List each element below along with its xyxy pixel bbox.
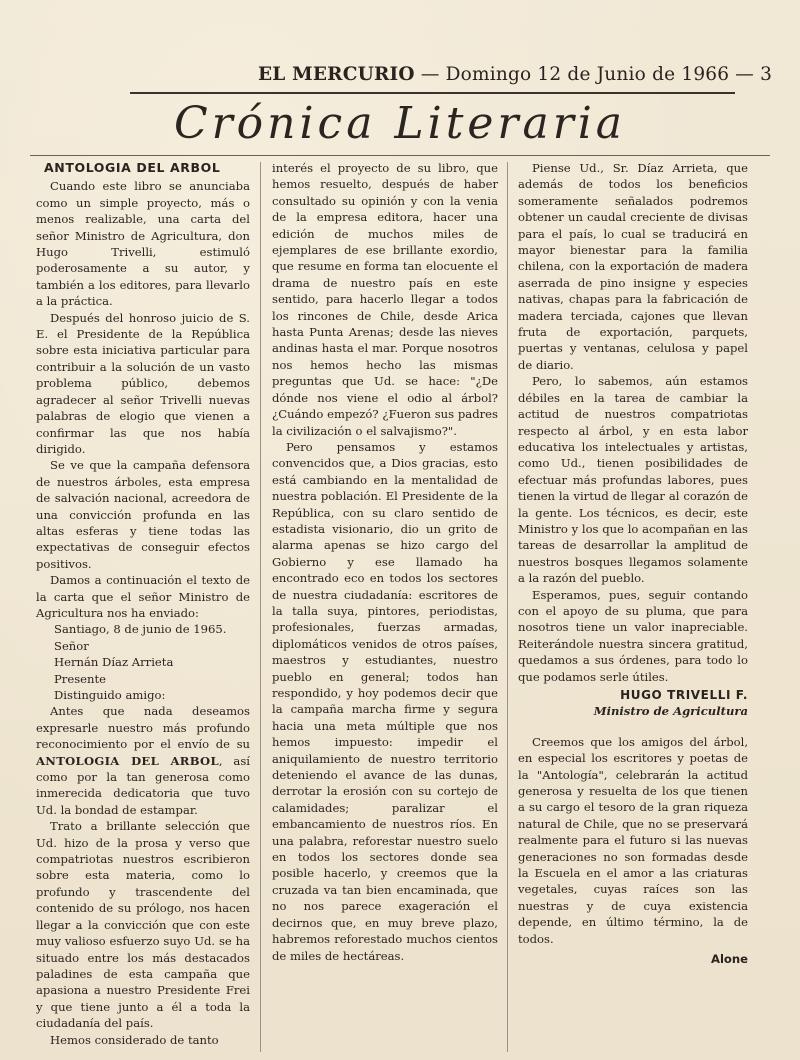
text-run: , así como por la tan generosa como inmerecida dedicatoria que tuvo Ud. la bondad de estampar. [36,753,250,817]
dateline: — Domingo 12 de Junio de 1966 — 3 [420,64,773,85]
newspaper-name: EL MERCURIO [258,64,415,85]
article-heading: ANTOLOGIA DEL ARBOL [44,160,221,175]
book-title: ANTOLOGIA DEL ARBOL [36,753,219,768]
letter-address: Hernán Díaz Arrieta [54,655,174,670]
paragraph: Piense Ud., Sr. Díaz Arrieta, que además de todos los beneficios someramente señalados podremos obtener un caudal creciente de divisas para el país, lo cual se traducirá en mayor bienestar para la familia chilena, con la exportación de madera aserrada de pino insigne y especies nativas, chapas para la fabricación de madera terciada, cajones que llevan fruta de exportación, parquets, puertas y ventanas, celulosa y papel de diario. [518,161,748,372]
text-run: Antes que nada deseamos expresarle nuestro más profundo reconocimiento por el envío de su [36,704,250,752]
paragraph: interés el proyecto de su libro, que hemos resuelto, después de haber consultado su opinión y con la venia de la empresa editora, hacer una edición de muchos miles de ejemplares de ese brillante exordio, que resume en forma tan elocuente el drama de nuestro país en este sentido, para hacerlo llegar a todos los rincones de Chile, desde Arica hasta Punta Arenas; desde las nieves andinas hasta el mar. Porque nosotros nos hemos hecho las mismas preguntas que Ud. se hace: "¿De dónde nos viene el odio al árbol? ¿Cuándo empezó? ¿Fueron sus padres la civilización o el salvajismo?". [272,161,498,438]
title-rule [30,155,770,156]
signature-role: Ministro de Agricultura [593,704,748,719]
column-divider [260,162,261,1052]
article-column-3 [518,160,748,968]
letter-date: Santiago, 8 de junio de 1965. [54,622,227,637]
column-divider [507,162,508,1052]
author-signature: Alone [710,952,748,967]
letter-address: Presente [54,671,107,686]
paragraph: Después del honroso juicio de S. E. el Presidente de la República sobre esta iniciativa particular para contribuir a la solución de un vasto problema público, debemos agradecer al señor Trivelli nuevas palabras de elogio que vienen a confirmar las que nos había dirigido. [36,310,250,456]
paragraph: Pero pensamos y estamos convencidos que, a Dios gracias, esto está cambiando en la mentalidad de nuestra población. El Presidente de la República, con su claro sentido de estadista visionario, dio un grito de alarma apenas se hizo cargo del Gobierno y ese llamado ha encontrado eco en todos los sectores de nuestra ciudadanía: escritores de la talla suya, pintores, periodistas, profesionales, fuerzas armadas, diplomáticos venidos de otros países, maestros y estudiantes, nuestro pueblo en general; todos han respondido, y hoy podemos decir que la campaña marcha firme y segura hacia una meta múltiple que nos hemos impuesto: impedir el aniquilamiento de nuestro territorio deteniendo el avance de las dunas, derrotar la erosión con su cortejo de calamidades; paralizar el embancamiento de nuestros ríos. En una palabra, reforestar nuestro suelo en todos los sectores donde sea posible hacerlo, y creemos que la cruzada va tan bien encaminada, que no nos parece exageración el decirnos que, en muy breve plazo, habremos reforestado muchos cientos de miles de hectáreas. [272,439,498,963]
letter-address: Señor [54,638,89,653]
paragraph: Pero, lo sabemos, aún estamos débiles en la tarea de cambiar la actitud de nuestros compatriotas respecto al árbol, y en esta labor educativa los intelectuales y artistas, como Ud., tienen posibilidades de efectuar más profundas labores, pues tienen la virtud de llegar al corazón de la gente. Los técnicos, es decir, este Ministro y los que lo acompañan en las tareas de desarrollar la amplitud de nuestros bosques llegamos solamente a la razón del pueblo. [518,374,748,586]
page-header [258,64,773,90]
section-title: Crónica Literaria [173,98,627,149]
paragraph: Hemos considerado de tanto [50,1032,219,1047]
paragraph: Damos a continuación el texto de la carta que el señor Ministro de Agricultura nos ha enviado: [36,573,250,620]
signature-name: HUGO TRIVELLI F. [620,688,748,702]
article-column-1 [36,160,250,1048]
article-column-2 [272,160,498,964]
paragraph [36,703,250,818]
paragraph: Creemos que los amigos del árbol, en especial los escritores y poetas de la "Antología", celebrarán la actitud generosa y resuelta de los que tienen a su cargo el tesoro de la gran riqueza natural de Chile, que no se preservará realmente para el futuro si las nuevas generaciones no son formadas desde la Escuela en el amor a las criaturas vegetales, cuyas raíces son las nuestras y de cuya existencia depende, en último término, la de todos. [518,734,748,946]
paragraph: Cuando este libro se anunciaba como un simple proyecto, más o menos realizable, una carta del señor Ministro de Agricultura, don Hugo Trivelli, estimuló poderosamente a su autor, y también a los editores, para llevarlo a la práctica. [36,179,250,309]
paragraph: Esperamos, pues, seguir contando con el apoyo de su pluma, que para nosotros tiene un valor inapreciable. Reiterándole nuestra sincera gratitud, quedamos a sus órdenes, para todo lo que podamos serle útiles. [518,587,748,684]
letter-salutation: Distinguido amigo: [54,688,166,702]
header-rule [130,92,735,94]
paragraph: Se ve que la campaña defensora de nuestros árboles, esta empresa de salvación nacional, acreedora de una convicción profunda en las altas esferas y tiene todas las expectativas de conseguir efectos positivos. [36,458,250,571]
paragraph: Trato a brillante selección que Ud. hizo de la prosa y verso que compatriotas nuestros escribieron sobre esta materia, como lo profundo y trascendente del contenido de su prólogo, nos hacen llegar a la convicción que con este muy valioso esfuerzo suyo Ud. se ha situado entre los más destacados paladines de esta campaña que apasiona a nuestro Presidente Frei y que tiene junto a él a toda la ciudadanía del país. [36,819,250,1031]
